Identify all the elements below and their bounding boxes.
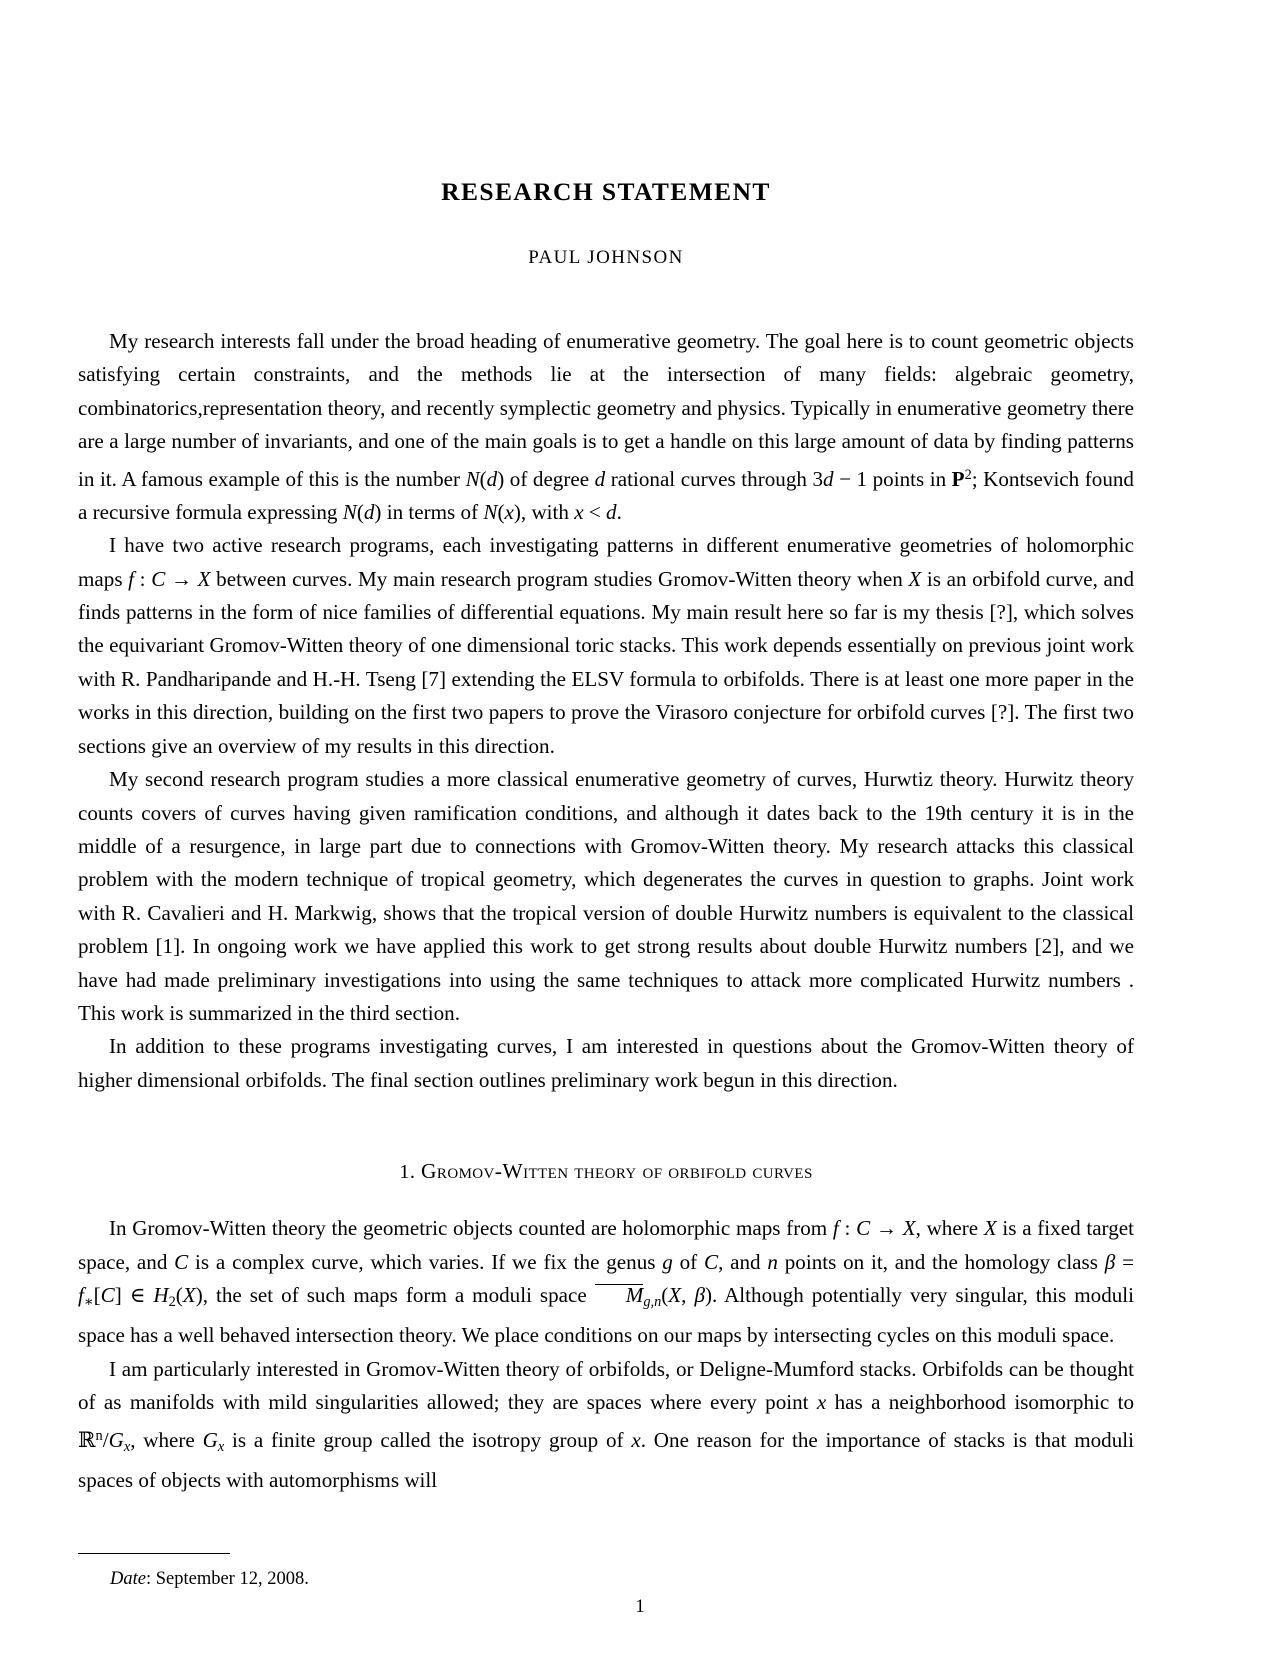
- math-d-3: d: [823, 466, 834, 491]
- math-paren-open: (: [479, 466, 487, 491]
- math-x: x: [504, 499, 514, 524]
- math-exponent-n: n: [95, 1427, 103, 1444]
- paragraph-3: [78, 763, 1134, 1030]
- p1-text-5: ; Kontsevich found a recursive formula expressing: [78, 466, 1134, 524]
- math-pushforward-star: ∗: [83, 1293, 94, 1310]
- p6-text-5: . One reason for the importance of stacks is that moduli spaces of objects with automorphisms will: [78, 1427, 1134, 1492]
- math-3: 3: [812, 466, 823, 491]
- math-beta: β: [1104, 1249, 1116, 1274]
- math-paren-close: ): [497, 466, 505, 491]
- math-X-5: X: [182, 1282, 196, 1307]
- p5-text-3: is a fixed target space, and: [78, 1216, 1134, 1274]
- p1-text-8: .: [616, 499, 622, 524]
- math-g: g: [662, 1249, 673, 1274]
- footnote-rule: [78, 1553, 230, 1554]
- section-title: Gromov-Witten theory of orbifold curves: [420, 1159, 813, 1184]
- p4-text-1: In addition to these programs investigating curves, I am interested in questions about the Gromov-Witten theory of higher dimensional orbifolds. The final section outlines preliminary work begun in this direction.: [78, 1034, 1134, 1092]
- math-paren-open-4: (: [175, 1282, 183, 1307]
- paragraph-5: [78, 1212, 1134, 1353]
- math-subscript-gn: g,n: [643, 1293, 662, 1310]
- paragraph-2: [78, 529, 1134, 763]
- math-real-numbers: ℝ: [78, 1427, 96, 1452]
- date-label: Date: [110, 1569, 146, 1589]
- math-projective-space: P: [951, 466, 965, 491]
- math-subscript-x-2: x: [217, 1438, 225, 1455]
- p2-text-3: is an orbifold curve, and finds patterns in the form of nice families of differential equations. My main result here so far is my thesis: [78, 566, 1134, 625]
- p1-text-6: in terms of: [381, 499, 484, 524]
- p3-text-2: . In ongoing work we have applied this work to get strong results about double Hurwitz numbers: [180, 934, 1035, 959]
- p5-text-4: is a complex curve, which varies. If we fix the genus: [188, 1249, 663, 1274]
- math-arrow: →: [165, 566, 198, 591]
- math-C-3: C: [174, 1249, 189, 1274]
- math-subscript-2: 2: [168, 1293, 176, 1310]
- paragraph-4: [78, 1030, 1134, 1097]
- math-X-2: X: [908, 566, 922, 591]
- math-G-2: G: [202, 1427, 218, 1452]
- section-heading-1: [78, 1159, 1134, 1184]
- p6-text-2: has a neighborhood isomorphic to: [826, 1390, 1134, 1415]
- math-C: C: [151, 566, 166, 591]
- math-arrow-2: →: [870, 1216, 903, 1241]
- math-N: N: [465, 466, 480, 491]
- math-exponent-2: 2: [964, 466, 972, 483]
- math-X-3: X: [902, 1216, 916, 1241]
- p2-text-4: , which solves the equivariant Gromov-Witten theory of one dimensional toric stacks. This work depends essentially on previous joint work with R. Pandharipande and H.-H. Tseng: [78, 600, 1135, 691]
- p5-text-7: points on it, and the homology class: [777, 1249, 1105, 1274]
- p1-text-1: My research interests fall under the broad heading of enumerative geometry. The goal here is to count geometric objects satisfying certain constraints, and the methods lie at the intersection of many fields: algebraic geometry, combinatorics,representation theory, and recently symplectic geometry and physics. Typically in enumerative geometry there are a large number of invariants, and one of the main goals is to get a handle on this large amount of data by finding patterns in it. A famous example of this is the number: [78, 328, 1134, 491]
- math-moduli-space-M: M: [595, 1284, 644, 1306]
- citation-thesis[interactable]: [?]: [989, 600, 1013, 625]
- math-subscript-x: x: [123, 1438, 131, 1455]
- math-bracket-close: ]: [114, 1282, 122, 1307]
- math-f: f: [128, 566, 135, 591]
- math-x-2: x: [574, 499, 584, 524]
- p1-text-4: points in: [867, 466, 952, 491]
- math-f-3: f: [78, 1282, 84, 1307]
- math-N-2: N: [342, 499, 357, 524]
- p1-text-7: , with: [520, 499, 575, 524]
- paragraph-1: [78, 325, 1134, 529]
- math-paren-open-2: (: [356, 499, 364, 524]
- citation-1[interactable]: [1]: [155, 934, 181, 959]
- page-content: [78, 0, 1134, 1497]
- date-value: September 12, 2008.: [155, 1569, 309, 1589]
- math-paren-close-4: ): [195, 1282, 203, 1307]
- math-paren-open-5: (: [661, 1282, 669, 1307]
- p5-text-5: of: [672, 1249, 704, 1274]
- p6-text-1: I am particularly interested in Gromov-Witten theory of orbifolds, or Deligne-Mumford stacks. Orbifolds can be thought of as manifolds with mild singularities allowed; they are spaces where every point: [78, 1356, 1134, 1415]
- math-C-4: C: [703, 1249, 719, 1274]
- math-less-than: <: [583, 499, 607, 524]
- math-d-5: d: [606, 499, 617, 524]
- date-separator: :: [145, 1569, 156, 1589]
- paragraph-6: [78, 1353, 1134, 1498]
- math-X-beta: X, β: [668, 1282, 705, 1307]
- p2-text-1: I have two active research programs, each investigating patterns in different enumerative geometries of holomorphic maps: [78, 533, 1134, 591]
- p3-text-3: , and we have had made preliminary investigations into using the same techniques to attack more complicated Hurwitz numbers . This work is summarized in the third section.: [78, 934, 1135, 1025]
- body-text: [78, 325, 1134, 1497]
- p5-text-6: , and: [718, 1249, 768, 1274]
- math-paren-close-2: ): [374, 499, 382, 524]
- math-minus-one: − 1: [833, 466, 868, 491]
- p5-text-2: , where: [915, 1216, 984, 1241]
- page-number: 1: [635, 1597, 645, 1617]
- math-H: H: [153, 1282, 169, 1307]
- math-x-4: x: [631, 1427, 641, 1452]
- p5-text-8: , the set of such maps form a moduli space: [202, 1282, 595, 1307]
- p3-text-1: My second research program studies a more classical enumerative geometry of curves, Hurwtiz theory. Hurwitz theory counts covers of curves having given ramification conditions, and although it dates back to the 19th century it is in the middle of a resurgence, in large part due to connections with Gromov-Witten theory. My research attacks this classical problem with the modern technique of tropical geometry, which degenerates the curves in question to graphs. Joint work with R. Cavalieri and H. Markwig, shows that the tropical version of double Hurwitz numbers is equivalent to the classical problem: [78, 767, 1134, 959]
- math-N-3: N: [483, 499, 498, 524]
- math-X: X: [197, 566, 211, 591]
- math-C-2: C: [856, 1216, 871, 1241]
- math-paren-open-3: (: [497, 499, 505, 524]
- p2-text-6: . The first two sections give an overview of my results in this direction.: [78, 700, 1134, 758]
- p2-text-5: extending the ELSV formula to orbifolds. There is at least one more paper in the works in this direction, building on the first two papers to prove the Virasoro conjecture for orbifold curves: [78, 666, 1134, 725]
- p2-text-2: between curves. My main research program studies Gromov-Witten theory when: [210, 566, 909, 591]
- math-d-4: d: [363, 499, 375, 524]
- math-X-4: X: [983, 1216, 997, 1241]
- p6-text-4: is a finite group called the isotropy group of: [224, 1427, 632, 1452]
- math-n: n: [767, 1249, 778, 1274]
- math-colon: :: [134, 566, 152, 591]
- footnote-date: [110, 1568, 309, 1590]
- p5-text-9: . Although potentially very singular, this moduli space has a well behaved intersection theory. We place conditions on our maps by intersecting cycles on this moduli space.: [78, 1282, 1135, 1348]
- math-equals: =: [1115, 1249, 1134, 1274]
- p5-text-1: In Gromov-Witten theory the geometric objects counted are holomorphic maps from: [109, 1216, 833, 1241]
- citation-7[interactable]: [7]: [421, 666, 446, 691]
- math-paren-close-3: ): [513, 499, 521, 524]
- citation-virasoro[interactable]: [?]: [990, 700, 1015, 725]
- p1-text-2: of degree: [504, 466, 595, 491]
- math-quotient-slash: /: [102, 1427, 109, 1452]
- p1-text-3: rational curves through: [605, 466, 813, 491]
- math-x-3: x: [816, 1390, 827, 1415]
- math-f-2: f: [832, 1216, 839, 1241]
- page-title: RESEARCH STATEMENT: [441, 177, 771, 206]
- math-element-of: ∈: [121, 1282, 154, 1307]
- math-paren-close-5: ): [704, 1282, 712, 1307]
- author-name: PAUL JOHNSON: [528, 247, 684, 269]
- section-number: 1.: [399, 1161, 416, 1184]
- math-colon-2: :: [838, 1216, 857, 1241]
- math-bracket-open: [: [93, 1282, 101, 1307]
- math-d: d: [486, 466, 498, 491]
- math-G: G: [108, 1427, 124, 1452]
- p6-text-3: , where: [130, 1427, 203, 1452]
- math-C-5: C: [100, 1282, 115, 1307]
- citation-2[interactable]: [2]: [1034, 934, 1060, 959]
- math-d-2: d: [594, 466, 606, 491]
